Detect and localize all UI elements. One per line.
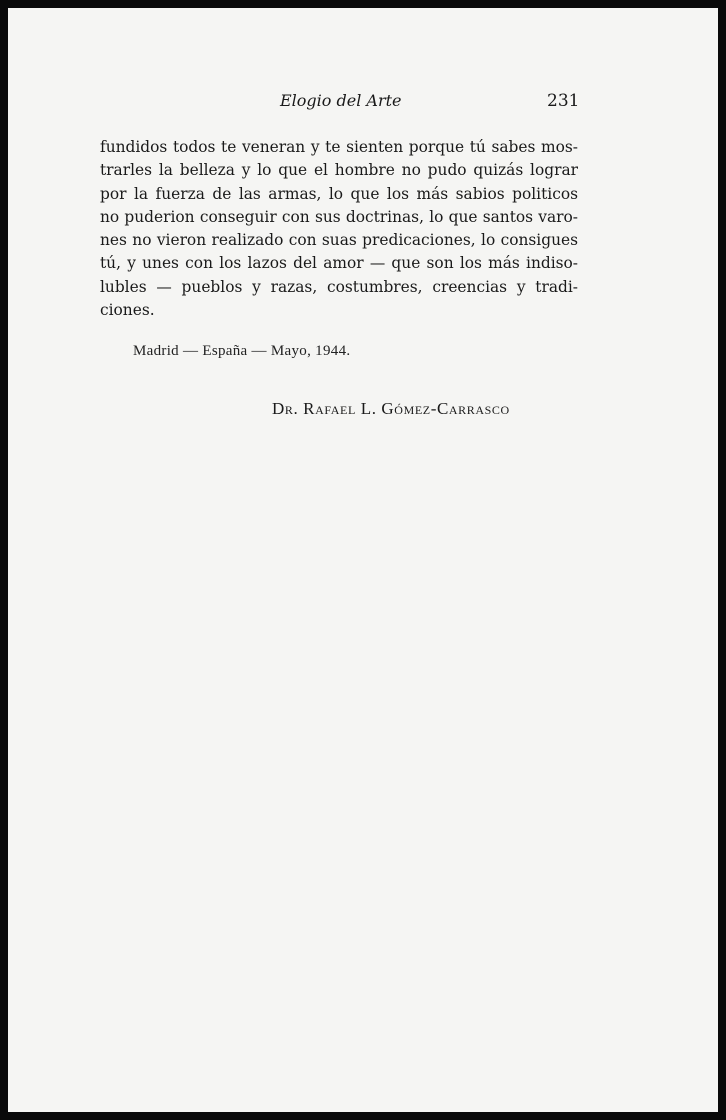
text-line: tú, y unes con los lazos del amor — que son los más indiso- (100, 254, 578, 273)
text-line: ciones. (100, 301, 155, 320)
running-head (8, 89, 718, 119)
dateline: Madrid — España — Mayo, 1944. (133, 343, 351, 359)
text-line: nes no vieron realizado con suas predicaciones, lo consigues (100, 231, 578, 250)
text-line: no puderion conseguir con sus doctrinas, lo que santos varo- (100, 207, 578, 226)
text-line: lubles — pueblos y razas, costumbres, creencias y tradi- (100, 277, 578, 296)
text-line: fundidos todos te veneran y te sienten porque tú sabes mos- (100, 138, 578, 156)
body-paragraph (100, 136, 578, 322)
text-line: por la fuerza de las armas, lo que los más sabios politicos (100, 184, 578, 203)
page-number: 231 (547, 91, 580, 111)
text-line: trarles la belleza y lo que el hombre no pudo quizás lograr (100, 161, 578, 180)
running-title: Elogio del Arte (280, 91, 402, 110)
author-signature: Dr. Rafael L. Gómez-Carrasco (272, 399, 510, 418)
book-page (8, 8, 718, 1112)
